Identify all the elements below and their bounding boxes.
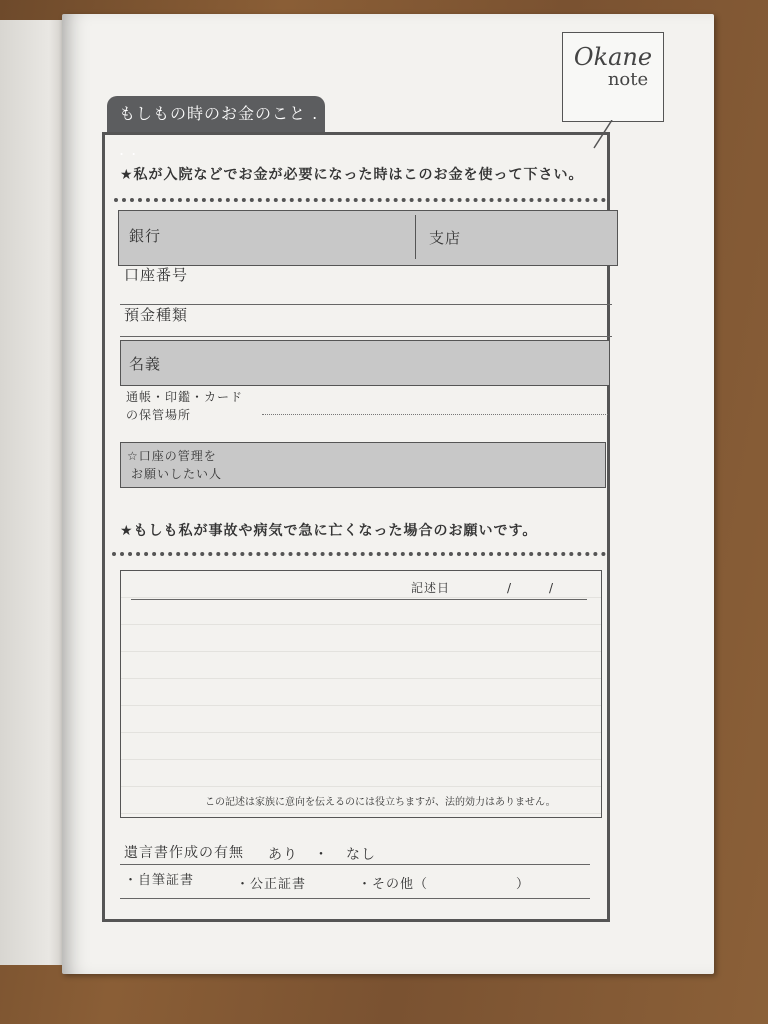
manager-label-line2: お願いしたい人 — [131, 467, 223, 481]
legal-disclaimer: この記述は家族に意向を伝えるのには役立ちますが、法的効力はありません。 — [205, 797, 556, 808]
section1-heading: ★私が入院などでお金が必要になった時はこのお金を使って下さい。 — [120, 167, 584, 183]
will-no-option[interactable]: なし — [346, 847, 376, 863]
manager-label — [127, 447, 222, 483]
will-type-notarized[interactable]: ・公正証書 — [236, 877, 307, 892]
wishes-writing-box[interactable] — [120, 570, 602, 818]
will-type-other[interactable]: ・その他（ — [358, 877, 429, 892]
storage-label-line2: の保管場所 — [126, 408, 192, 422]
section-title-tab: もしもの時のお金のこと . . . — [107, 96, 325, 132]
date-line[interactable] — [131, 599, 587, 600]
logo-line1: Okane — [573, 43, 653, 71]
name-row[interactable] — [120, 340, 610, 386]
okane-note-logo — [562, 32, 664, 122]
date-label: 記述日 — [411, 581, 451, 595]
manager-label-line1: ☆口座の管理を — [127, 449, 217, 463]
will-type-handwritten[interactable]: ・自筆証書 — [124, 873, 195, 888]
bank-row — [118, 210, 618, 266]
notebook-page — [62, 14, 714, 974]
will-separator: ・ — [314, 847, 329, 863]
deposit-type-line[interactable] — [120, 336, 612, 337]
bank-label: 銀行 — [129, 227, 162, 245]
bank-branch-divider — [415, 215, 416, 259]
dotted-divider-2 — [112, 552, 606, 556]
storage-label — [126, 388, 243, 424]
will-line-1 — [120, 864, 590, 865]
section2-heading: ★もしも私が事故や病気で急に亡くなった場合のお願いです。 — [120, 523, 538, 539]
storage-label-line1: 通帳・印鑑・カード — [126, 390, 244, 404]
name-label: 名義 — [129, 355, 162, 373]
date-sep-2: / — [549, 581, 555, 595]
logo-line2: note — [607, 69, 649, 90]
account-number-label: 口座番号 — [124, 266, 189, 284]
will-label: 遺言書作成の有無 — [124, 845, 244, 861]
branch-label: 支店 — [429, 229, 462, 247]
left-page-edge — [0, 20, 70, 965]
manager-row[interactable] — [120, 442, 606, 488]
dotted-divider — [114, 198, 606, 202]
will-yes-option[interactable]: あり — [268, 847, 298, 863]
will-type-other-close: ） — [516, 877, 531, 892]
account-number-line[interactable] — [120, 304, 612, 305]
storage-dotted-line[interactable] — [262, 414, 608, 415]
will-line-2 — [120, 898, 590, 899]
date-sep-1: / — [507, 581, 513, 595]
deposit-type-label: 預金種類 — [124, 306, 189, 324]
